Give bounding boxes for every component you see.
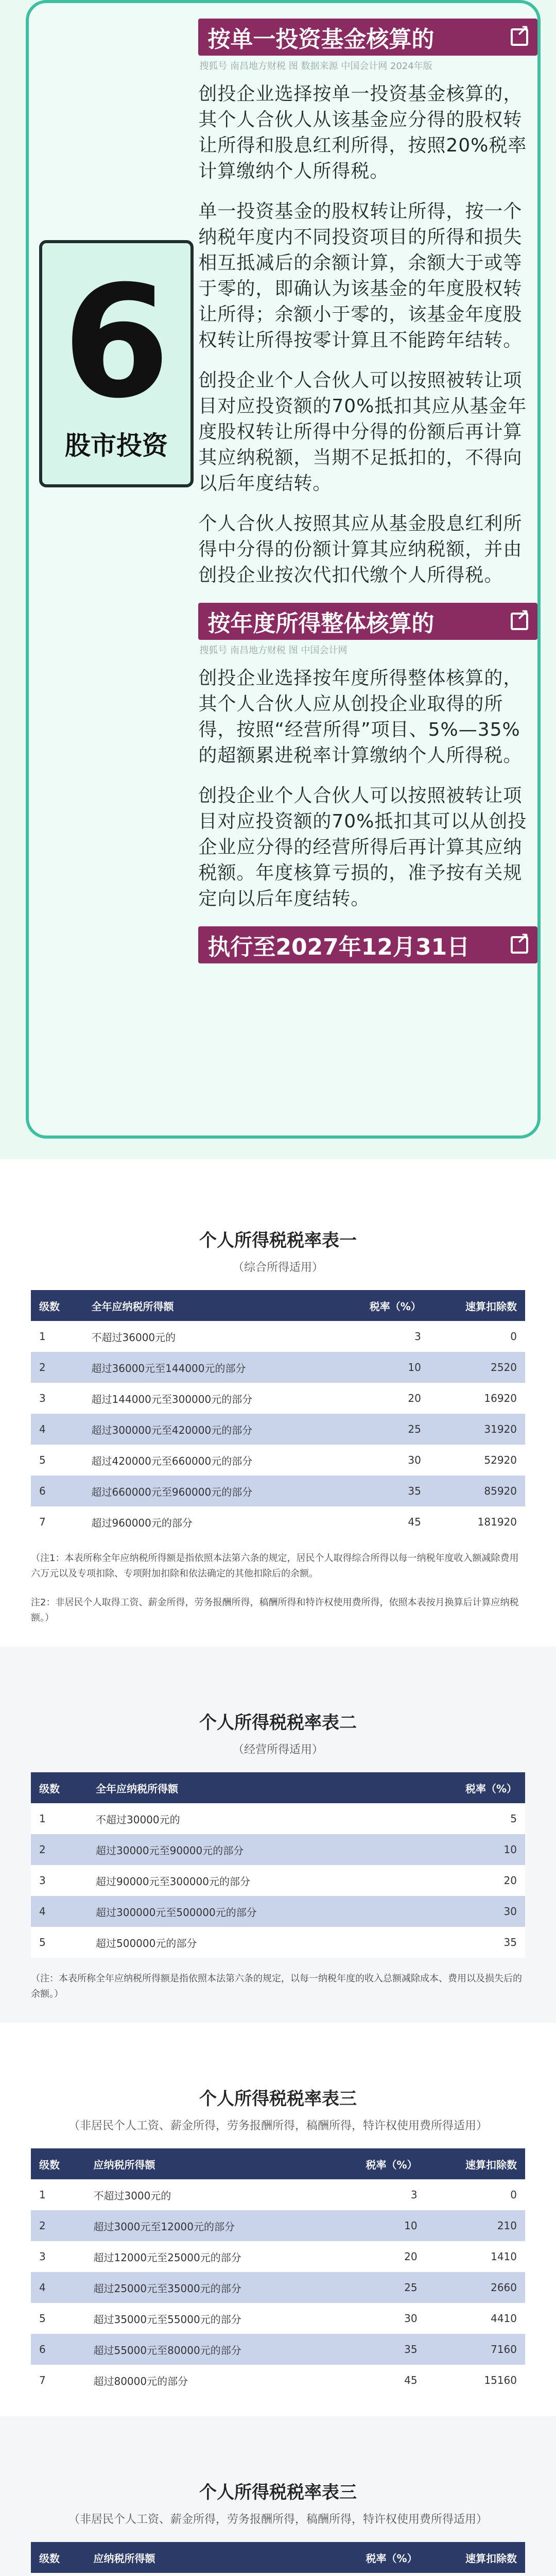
cell: 20	[404, 1865, 525, 1896]
cell: 25	[326, 2272, 425, 2303]
tax-table-2-section	[0, 1647, 556, 2023]
table-subtitle: （非居民个人工资、薪金所得，劳务报酬所得，稿酬所得，特许权使用费所得适用）	[68, 2120, 488, 2132]
table-header-row	[31, 1772, 525, 1803]
column-header: 速算扣除数	[426, 2542, 525, 2573]
table-row	[31, 1321, 525, 1352]
source-caption: 搜狐号 南昌地方财税 图 数据来源 中国会计网 2024年版	[199, 61, 432, 72]
cell: 6	[31, 1476, 83, 1506]
tax-table-4	[31, 2542, 525, 2576]
cell: 6	[31, 2334, 85, 2365]
external-link-icon[interactable]	[511, 613, 528, 630]
cell: 1	[31, 1321, 83, 1352]
table-subtitle: （经营所得适用）	[232, 1743, 323, 1756]
cell: 超过30000元至90000元的部分	[88, 1834, 404, 1865]
cell: 16920	[429, 1383, 525, 1414]
cell: 超过300000元至500000元的部分	[88, 1896, 404, 1927]
cell: 0	[426, 2179, 525, 2210]
table-row	[31, 1352, 525, 1383]
column-header: 税率（%）	[326, 2148, 425, 2179]
cell: 210	[426, 2210, 525, 2241]
table-note: （注：本表所称全年应纳税所得额是指依照本法第六条的规定，以每一纳税年度的收入总额减除成本、费用以及损失后的余额。）	[31, 1973, 522, 1999]
table-row	[31, 1445, 525, 1476]
table-row	[31, 1383, 525, 1414]
column-header: 级数	[31, 2148, 85, 2179]
category-label: 股市投资	[65, 431, 168, 461]
table-subtitle: （综合所得适用）	[232, 1261, 323, 1274]
cell: 20	[326, 2241, 425, 2272]
cell	[85, 2573, 326, 2576]
paragraph: 创投企业选择按年度所得整体核算的，其个人合伙人应从创投企业取得的所得，按照“经营所得”项目、5%—35%的超额累进税率计算缴纳个人所得税。	[198, 668, 523, 766]
tax-table-3-section	[0, 2023, 556, 2416]
table-row	[31, 2179, 525, 2210]
investment-card	[26, 0, 541, 1139]
cell: 10	[334, 1352, 429, 1383]
table-row	[31, 1834, 525, 1865]
cell: 4	[31, 1414, 83, 1445]
cell: 7	[31, 2365, 85, 2396]
header-single-fund[interactable]	[198, 19, 537, 56]
cell: 3	[31, 1865, 88, 1896]
tax-table-3	[31, 2148, 525, 2396]
cell: 超过55000元至80000元的部分	[85, 2334, 326, 2365]
external-link-icon[interactable]	[511, 936, 528, 954]
cell: 52920	[429, 1445, 525, 1476]
tax-table-1	[31, 1290, 525, 1537]
paragraph: 创投企业选择按单一投资基金核算的，其个人合伙人从该基金应分得的股权转让所得和股息红利所得，按照20%税率计算缴纳个人所得税。	[198, 83, 527, 182]
cell: 2520	[429, 1352, 525, 1383]
cell: 30	[404, 1896, 525, 1927]
column-header: 速算扣除数	[429, 1290, 525, 1321]
table-row	[31, 1896, 525, 1927]
column-header: 应纳税所得额	[85, 2542, 326, 2573]
cell: 15160	[426, 2365, 525, 2396]
header-annual-income-label: 按年度所得整体核算的	[207, 611, 435, 637]
cell: 3	[334, 1321, 429, 1352]
external-link-icon[interactable]	[511, 28, 528, 46]
tax-table-2	[31, 1772, 525, 1958]
cell: 85920	[429, 1476, 525, 1506]
cell: 2	[31, 2210, 85, 2241]
cell: 超过3000元至12000元的部分	[85, 2210, 326, 2241]
table-row	[31, 1414, 525, 1445]
cell: 10	[404, 1834, 525, 1865]
cell: 不超过3000元的	[85, 2179, 326, 2210]
card-left-column	[29, 3, 198, 1136]
table-title: 个人所得税税率表一	[199, 1230, 357, 1251]
cell: 2	[31, 1834, 88, 1865]
investment-card-section	[0, 0, 556, 1159]
column-header: 全年应纳税所得额	[88, 1772, 404, 1803]
table-subtitle: （非居民个人工资、薪金所得，劳务报酬所得，稿酬所得，特许权使用费所得适用）	[68, 2513, 488, 2526]
source-caption: 搜狐号 南昌地方财税 图 中国会计网	[199, 645, 348, 656]
cell: 2660	[426, 2272, 525, 2303]
cell: 7	[31, 1506, 83, 1537]
category-badge	[39, 240, 194, 487]
cell: 5	[31, 1927, 88, 1958]
column-header: 税率（%）	[334, 1290, 429, 1321]
cell: 3	[31, 2241, 85, 2272]
cell: 超过420000元至660000元的部分	[83, 1445, 334, 1476]
cell: 5	[31, 2303, 85, 2334]
column-header: 级数	[31, 2542, 85, 2573]
cell: 超过12000元至25000元的部分	[85, 2241, 326, 2272]
column-header: 级数	[31, 1290, 83, 1321]
cell: 4	[31, 2272, 85, 2303]
cell	[326, 2573, 425, 2576]
table-row	[31, 2241, 525, 2272]
cell: 1410	[426, 2241, 525, 2272]
cell: 超过144000元至300000元的部分	[83, 1383, 334, 1414]
cell: 45	[326, 2365, 425, 2396]
header-annual-income[interactable]	[198, 603, 537, 640]
cell	[31, 2573, 85, 2576]
cell: 30	[326, 2303, 425, 2334]
cell: 超过300000元至420000元的部分	[83, 1414, 334, 1445]
cell: 35	[404, 1927, 525, 1958]
column-header: 级数	[31, 1772, 88, 1803]
cell: 5	[31, 1445, 83, 1476]
card-right-column	[198, 3, 537, 1136]
cell: 25	[334, 1414, 429, 1445]
cell: 30	[334, 1445, 429, 1476]
cell: 5	[404, 1803, 525, 1834]
cell: 超过25000元至35000元的部分	[85, 2272, 326, 2303]
table-note: （注1：本表所称全年应纳税所得额是指依照本法第六条的规定，居民个人取得综合所得以每一纳税年度收入额减除费用六万元以及专项扣除、专项附加扣除和依法确定的其他扣除后的余额。	[31, 1553, 519, 1579]
table-title: 个人所得税税率表二	[199, 1713, 357, 1733]
tax-table-4-section	[0, 2416, 556, 2576]
cell: 超过500000元的部分	[88, 1927, 404, 1958]
column-header: 全年应纳税所得额	[83, 1290, 334, 1321]
table-row	[31, 1506, 525, 1537]
header-single-fund-label: 按单一投资基金核算的	[207, 26, 435, 53]
table-row	[31, 2303, 525, 2334]
cell: 1	[31, 2179, 85, 2210]
paragraph: 单一投资基金的股权转让所得，按一个纳税年度内不同投资项目的所得和损失相互抵减后的余额计算，余额大于或等于零的，即确认为该基金的年度股权转让所得；余额小于零的，该基金年度股权转让所得按零计算且不能跨年结转。	[198, 201, 523, 351]
table-title: 个人所得税税率表三	[199, 2482, 357, 2503]
header-effective-date-label: 执行至2027年12月31日	[207, 934, 470, 960]
cell: 7160	[426, 2334, 525, 2365]
cell: 2	[31, 1352, 83, 1383]
table-note: 注2：非居民个人取得工资、薪金所得，劳务报酬所得，稿酬所得和特许权使用费所得，依照本表按月换算后计算应纳税额。）	[31, 1597, 519, 1623]
table-header-row	[31, 1290, 525, 1321]
table-row	[31, 1476, 525, 1506]
cell: 20	[334, 1383, 429, 1414]
table-row	[31, 1865, 525, 1896]
table-row	[31, 2573, 525, 2576]
cell: 0	[429, 1321, 525, 1352]
paragraph: 个人合伙人按照其应从基金股息红利所得中分得的份额计算其应纳税额，并由创投企业按次代扣代缴个人所得税。	[198, 513, 523, 586]
cell: 3	[326, 2179, 425, 2210]
paragraph: 创投企业个人合伙人可以按照被转让项目对应投资额的70%抵扣其应从基金年度股权转让所得中分得的份额后再计算其应纳税额，当期不足抵扣的，不得向以后年度结转。	[198, 370, 527, 494]
header-effective-date[interactable]	[198, 926, 537, 963]
cell: 31920	[429, 1414, 525, 1445]
table-row	[31, 1803, 525, 1834]
cell: 超过960000元的部分	[83, 1506, 334, 1537]
cell: 45	[334, 1506, 429, 1537]
cell: 35	[326, 2334, 425, 2365]
table-header-row	[31, 2148, 525, 2179]
cell: 3	[31, 1383, 83, 1414]
cell: 不超过36000元的	[83, 1321, 334, 1352]
table-row	[31, 2210, 525, 2241]
cell: 10	[326, 2210, 425, 2241]
cell: 超过35000元至55000元的部分	[85, 2303, 326, 2334]
table-row	[31, 2272, 525, 2303]
column-header: 税率（%）	[404, 1772, 525, 1803]
cell: 超过90000元至300000元的部分	[88, 1865, 404, 1896]
cell: 超过36000元至144000元的部分	[83, 1352, 334, 1383]
column-header: 应纳税所得额	[85, 2148, 326, 2179]
category-number: 6	[62, 252, 170, 432]
table-row	[31, 2334, 525, 2365]
column-header: 速算扣除数	[426, 2148, 525, 2179]
cell: 4410	[426, 2303, 525, 2334]
tax-table-1-section	[0, 1159, 556, 1647]
table-title: 个人所得税税率表三	[199, 2089, 357, 2109]
cell: 1	[31, 1803, 88, 1834]
table-header-row	[31, 2542, 525, 2573]
paragraph: 创投企业个人合伙人可以按照被转让项目对应投资额的70%抵扣其可以从创投企业应分得的经营所得后再计算其应纳税额。年度核算亏损的，准予按有关规定向以后年度结转。	[198, 785, 527, 909]
cell: 超过80000元的部分	[85, 2365, 326, 2396]
cell: 4	[31, 1896, 88, 1927]
cell: 181920	[429, 1506, 525, 1537]
table-row	[31, 2365, 525, 2396]
table-row	[31, 1927, 525, 1958]
cell: 超过660000元至960000元的部分	[83, 1476, 334, 1506]
cell: 不超过30000元的	[88, 1803, 404, 1834]
cell	[426, 2573, 525, 2576]
column-header: 税率（%）	[326, 2542, 425, 2573]
cell: 35	[334, 1476, 429, 1506]
